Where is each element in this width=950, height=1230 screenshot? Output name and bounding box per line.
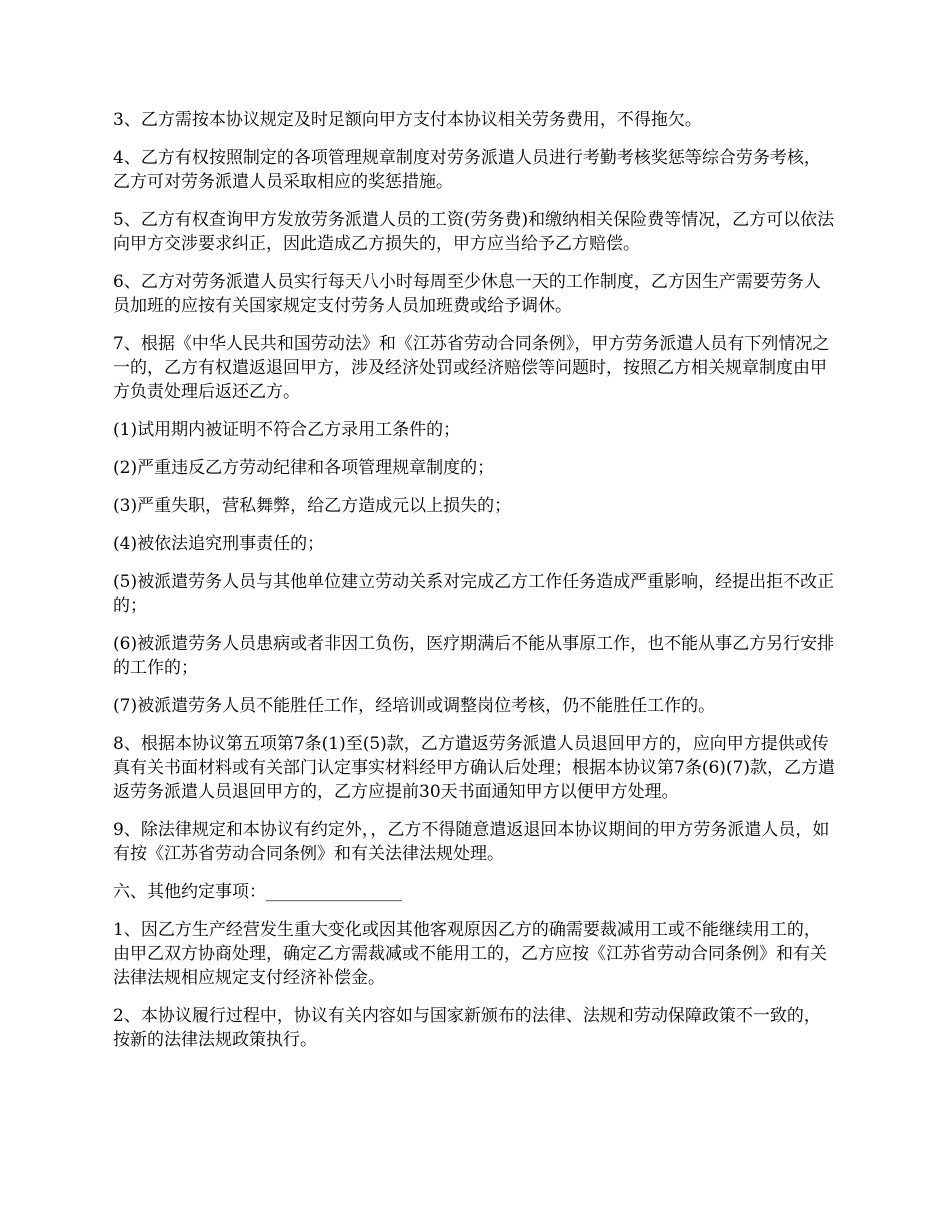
list-item-4: (4)被依法追究刑事责任的； [113,534,325,554]
paragraph-clause-4: 4、乙方有权按照制定的各项管理规章制度对劳务派遣人员进行考勤考核奖惩等综合劳务考核，乙方可对劳务派遣人员采取相应的奖惩措施。 [113,148,821,192]
list-item-7: (7)被派遣劳务人员不能胜任工作，经培训或调整岗位考核，仍不能胜任工作的。 [113,696,716,716]
paragraph-clause-3: 3、乙方需按本协议规定及时足额向甲方支付本协议相关劳务费用，不得拖欠。 [113,110,702,130]
paragraph-clause-6: 6、乙方对劳务派遣人员实行每天八小时每周至少休息一天的工作制度，乙方因生产需要劳务人员加班的应按有关国家规定支付劳务人员加班费或给予调休。 [113,272,821,316]
list-item-3: (3)严重失职，营私舞弊，给乙方造成元以上损失的； [113,496,512,516]
list-item-5: (5)被派遣劳务人员与其他单位建立劳动关系对完成乙方工作任务造成严重影响，经提出拒不改正的； [113,572,835,616]
paragraph-clause-5: 5、乙方有权查询甲方发放劳务派遣人员的工资(劳务费)和缴纳相关保险费等情况，乙方可以依法向甲方交涉要求纠正，因此造成乙方损失的，甲方应当给予乙方赔偿。 [113,210,835,254]
list-item-2: (2)严重违反乙方劳动纪律和各项管理规章制度的； [113,458,495,478]
paragraph-clause-8: 8、根据本协议第五项第7条(1)至(5)款，乙方遣返劳务派遣人员退回甲方的，应向甲方提供或传真有关书面材料或有关部门认定事实材料经甲方确认后处理；根据本协议第7条(6)(7)款，乙方遣返劳务派遣人员退回甲方的，乙方应提前30天书面通知甲方以便甲方处理。 [113,734,835,802]
paragraph-clause-7: 7、根据《中华人民共和国劳动法》和《江苏省劳动合同条例》，甲方劳务派遣人员有下列情况之一的，乙方有权遣返退回甲方，涉及经济处罚或经济赔偿等问题时，按照乙方相关规章制度由甲方负责处理后返还乙方。 [113,334,830,402]
paragraph-other-2: 2、本协议履行过程中，协议有关内容如与国家新颁布的法律、法规和劳动保障政策不一致的，按新的法律法规政策执行。 [113,1006,821,1050]
paragraph-other-1: 1、因乙方生产经营发生重大变化或因其他客观原因乙方的确需要裁减用工或不能继续用工的，由甲乙双方协商处理，确定乙方需裁减或不能用工的，乙方应按《江苏省劳动合同条例》和有关法律法规相应规定支付经济补偿金。 [113,920,827,988]
list-item-6: (6)被派遣劳务人员患病或者非因工负伤，医疗期满后不能从事原工作，也不能从事乙方另行安排的工作的； [113,634,835,678]
list-item-1: (1)试用期内被证明不符合乙方录用工条件的； [113,420,461,440]
section-heading-other-terms: 六、其他约定事项：________________ [113,882,402,902]
document-body [113,108,835,1066]
paragraph-clause-9: 9、除法律规定和本协议有约定外，，乙方不得随意遣返退回本协议期间的甲方劳务派遣人员，如有按《江苏省劳动合同条例》和有关法律法规处理。 [113,820,830,864]
